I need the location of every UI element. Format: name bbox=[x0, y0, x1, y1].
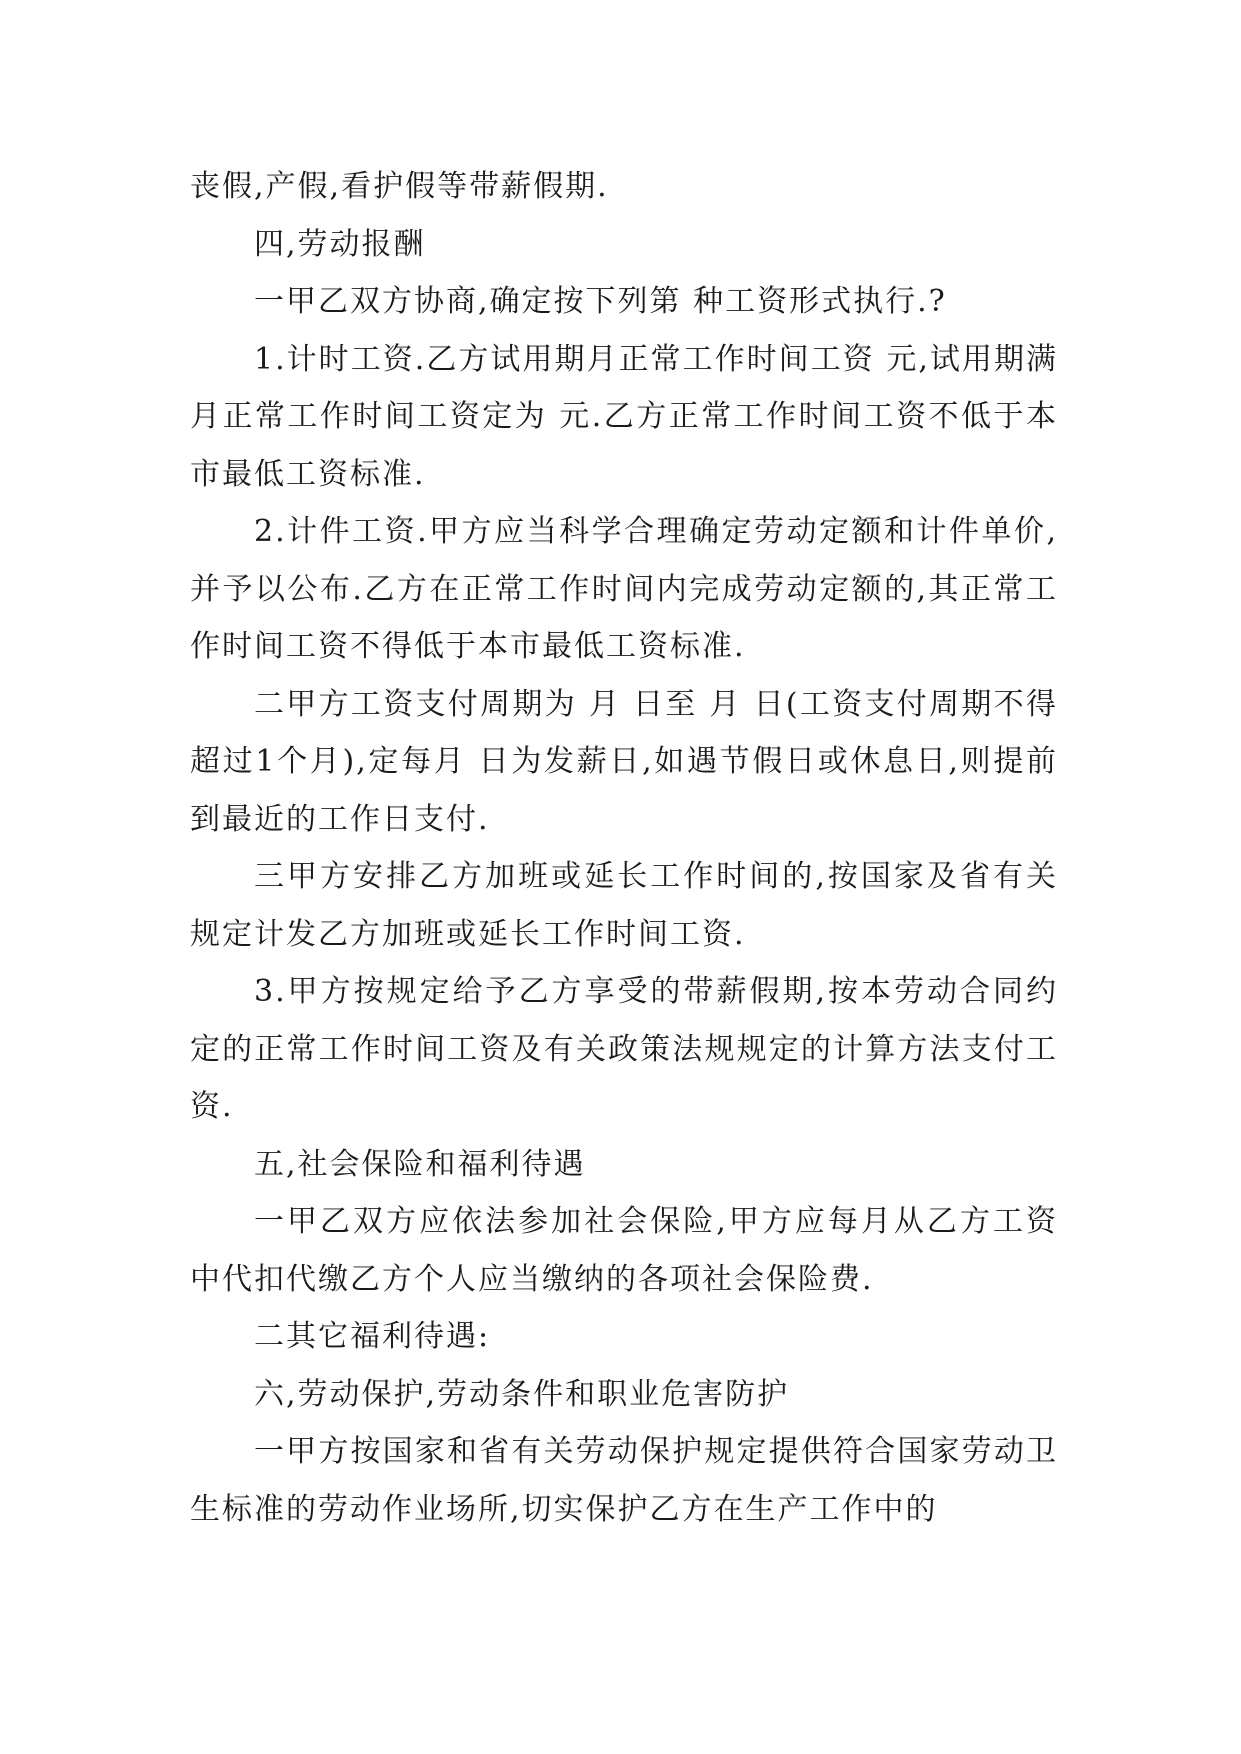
paragraph-paid-leave: 3.甲方按规定给予乙方享受的带薪假期,按本劳动合同约定的正常工作时间工资及有关政策法规规定的计算方法支付工资. bbox=[190, 974, 1058, 1124]
document-body bbox=[190, 158, 1058, 1538]
section-heading-social-insurance: 五,社会保险和福利待遇 bbox=[254, 1146, 586, 1182]
section-heading-labor-protection: 六,劳动保护,劳动条件和职业危害防护 bbox=[254, 1376, 790, 1412]
paragraph-continuation: 丧假,产假,看护假等带薪假期. bbox=[190, 169, 609, 204]
paragraph-protection: 一甲方按国家和省有关劳动保护规定提供符合国家劳动卫生标准的劳动作业场所,切实保护乙方在生产工作中的 bbox=[190, 1434, 1058, 1527]
paragraph-other-benefits: 二其它福利待遇: bbox=[254, 1319, 491, 1354]
paragraph-overtime: 三甲方安排乙方加班或延长工作时间的,按国家及省有关规定计发乙方加班或延长工作时间工资. bbox=[190, 859, 1058, 952]
paragraph-insurance: 一甲乙双方应依法参加社会保险,甲方应每月从乙方工资中代扣代缴乙方个人应当缴纳的各项社会保险费. bbox=[190, 1204, 1058, 1297]
section-heading-labor-remuneration: 四,劳动报酬 bbox=[254, 226, 426, 262]
paragraph-piece-wage: 2.计件工资.甲方应当科学合理确定劳动定额和计件单价,并予以公布.乙方在正常工作时间内完成劳动定额的,其正常工作时间工资不得低于本市最低工资标准. bbox=[190, 514, 1058, 664]
paragraph-wage-form: 一甲乙双方协商,确定按下列第 种工资形式执行.? bbox=[254, 284, 947, 319]
paragraph-pay-cycle: 二甲方工资支付周期为 月 日至 月 日(工资支付周期不得超过1个月),定每月 日为发薪日,如遇节假日或休息日,则提前到最近的工作日支付. bbox=[190, 686, 1058, 837]
paragraph-hourly-wage: 1.计时工资.乙方试用期月正常工作时间工资 元,试用期满月正常工作时间工资定为 元.乙方正常工作时间工资不低于本市最低工资标准. bbox=[190, 341, 1058, 492]
